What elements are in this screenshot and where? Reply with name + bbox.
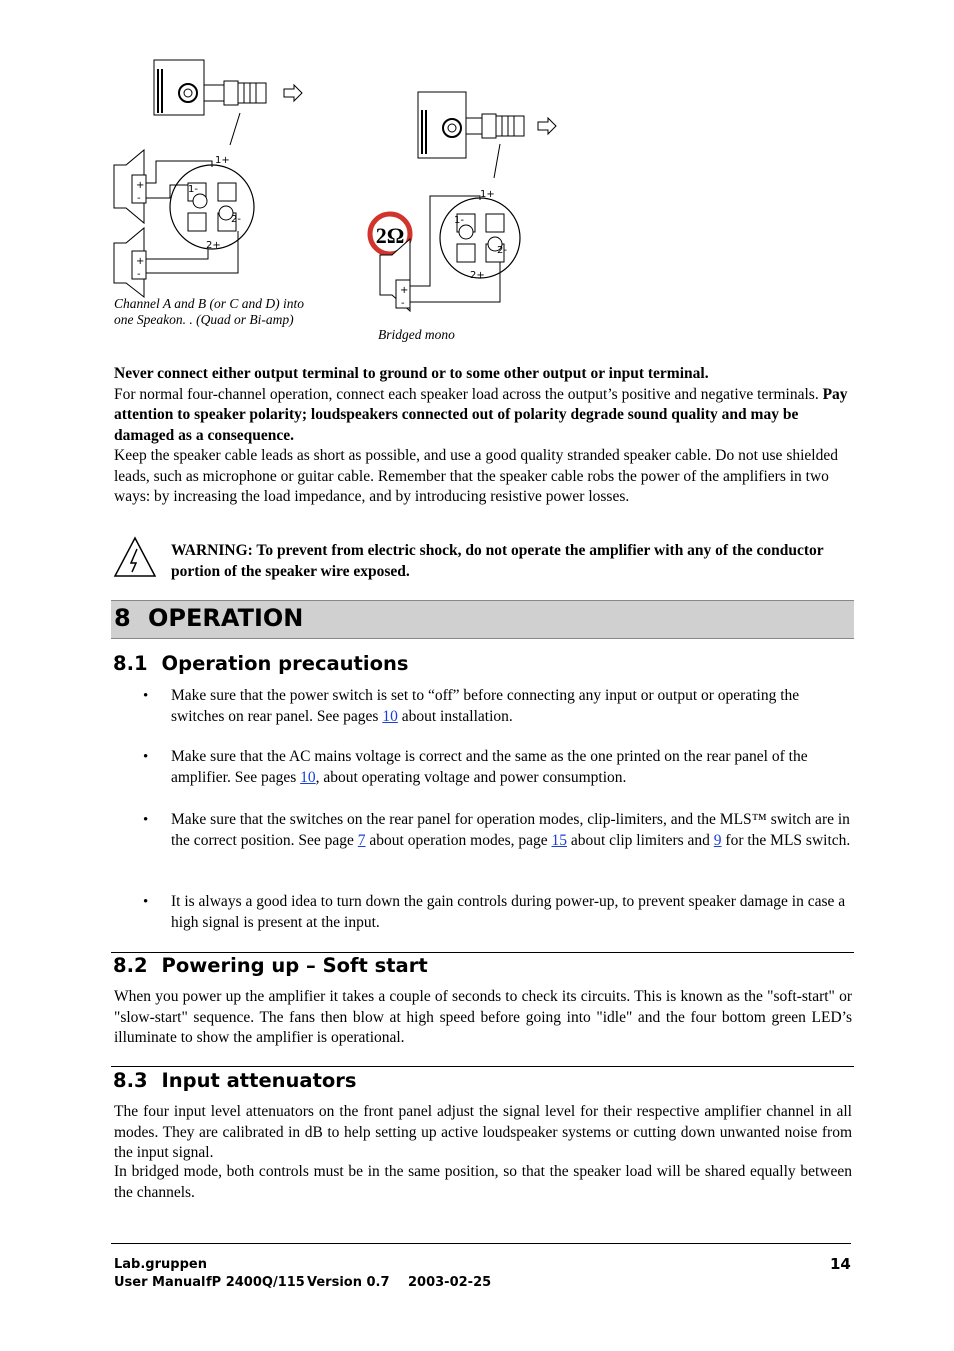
footer-version: Version 0.7 xyxy=(307,1275,390,1290)
page-number: 14 xyxy=(830,1255,851,1273)
pin-1plus-label: 1+ xyxy=(215,155,230,166)
section-number: 8 xyxy=(114,604,131,632)
bridged-speaker-plus-label: + xyxy=(400,285,409,296)
attenuators-paragraph: The four input level attenuators on the front panel adjust the signal level for their respective amplifier channel in all modes. They are calibrated in dB to help setting up active loudspeaker systems or cutting down unwanted noise from the input signal. xyxy=(114,1103,852,1161)
bridged-pin-1plus-label: 1+ xyxy=(480,189,495,200)
wiring-diagram-bridged xyxy=(362,88,572,318)
subsection-8-3-heading: 8.3 Input attenuators xyxy=(113,1069,357,1092)
page-link-9[interactable]: 9 xyxy=(713,831,722,849)
section-8-heading xyxy=(111,600,854,639)
soft-start-paragraph: When you power up the amplifier it takes a couple of seconds to check its circuits. This is known as the "soft-start" or "slow-start" sequence. The fans then blow at high speed before going into "idle" and the four bottom green LED’s illuminate to show the amplifier is operational. xyxy=(114,988,852,1046)
two-ohm-warning-icon: 2Ω xyxy=(375,223,405,248)
bullet-marker: • xyxy=(143,894,149,910)
divider xyxy=(111,1066,854,1067)
electric-shock-warning-icon xyxy=(112,535,158,579)
bullet-marker: • xyxy=(143,749,149,765)
footer-manual: User Manual xyxy=(114,1275,206,1290)
intro-block xyxy=(114,364,854,508)
speaker-b-plus-label: + xyxy=(136,256,145,267)
cable-paragraph: Keep the speaker cable leads as short as possible, and use a good quality stranded speaker cable. Do not use shielded leads, such as microphone or guitar cable. Remember that the speaker cable robs the power of the amplifiers in two ways: by increasing the load impedance, and by introducing resistive power losses. xyxy=(114,447,838,505)
subsection-8-1-heading: 8.1 Operation precautions xyxy=(113,652,409,675)
right-figure-caption: Bridged mono xyxy=(378,327,455,342)
page-link-10[interactable]: 10 xyxy=(300,768,316,786)
wiring-diagram-quad xyxy=(108,55,308,300)
list-item: It is always a good idea to turn down the gain controls during power-up, to prevent speaker damage in case a high signal is present at the input. xyxy=(171,893,846,931)
page-link-10[interactable]: 10 xyxy=(382,707,398,725)
bridged-pin-2minus-label: 2- xyxy=(497,245,507,256)
pin-2plus-label: 2+ xyxy=(206,240,221,251)
bridged-speaker-minus-label: - xyxy=(401,298,405,309)
pin-1minus-label: 1- xyxy=(188,184,198,195)
footer-rule xyxy=(111,1243,851,1244)
list-item: Make sure that the switches on the rear panel for operation modes, clip-limiters, and the MLS™ switch are in the correct position. See page 7 about operation modes, page 15 about clip limiters and 9 for the MLS switch. xyxy=(171,811,851,849)
left-figure-caption: Channel A and B (or C and D) into one Speakon. . (Quad or Bi-amp) xyxy=(114,296,305,327)
polarity-paragraph: For normal four-channel operation, connect each speaker load across the output’s positive and negative terminals. Pay attention to speaker polarity; loudspeakers connected out of polarity degrade sound quality and may be damaged as a consequence. xyxy=(114,385,848,444)
footer-company: Lab.gruppen xyxy=(114,1257,207,1272)
subsection-8-2-heading: 8.2 Powering up – Soft start xyxy=(113,954,428,977)
speaker-b-minus-label: - xyxy=(137,269,141,280)
pin-2minus-label: 2- xyxy=(231,214,241,225)
shock-warning-text: WARNING: To prevent from electric shock, do not operate the amplifier with any of the conductor portion of the speaker wire exposed. xyxy=(171,542,824,580)
bullet-marker: • xyxy=(143,812,149,828)
bridged-pin-2plus-label: 2+ xyxy=(470,270,485,281)
divider xyxy=(111,952,854,953)
list-item: Make sure that the power switch is set to “off” before connecting any input or output or operating the switches on rear panel. See pages 10 about installation. xyxy=(171,687,800,725)
page-link-15[interactable]: 15 xyxy=(551,831,567,849)
speaker-a-minus-label: - xyxy=(137,193,141,204)
list-item: Make sure that the AC mains voltage is correct and the same as the one printed on the rear panel of the amplifier. See pages 10, about operating voltage and power consumption. xyxy=(171,748,808,786)
bullet-marker: • xyxy=(143,688,149,704)
footer-date: 2003-02-25 xyxy=(408,1275,492,1290)
bridged-mode-paragraph: In bridged mode, both controls must be in the same position, so that the speaker load will be shared equally between the channels. xyxy=(114,1163,852,1201)
section-title: OPERATION xyxy=(148,604,304,632)
footer-model: fP 2400Q/115 xyxy=(206,1275,305,1290)
ground-warning: Never connect either output terminal to ground or to some other output or input terminal. xyxy=(114,365,709,382)
speaker-a-plus-label: + xyxy=(136,180,145,191)
bridged-pin-1minus-label: 1- xyxy=(454,215,464,226)
page-link-7[interactable]: 7 xyxy=(357,831,366,849)
